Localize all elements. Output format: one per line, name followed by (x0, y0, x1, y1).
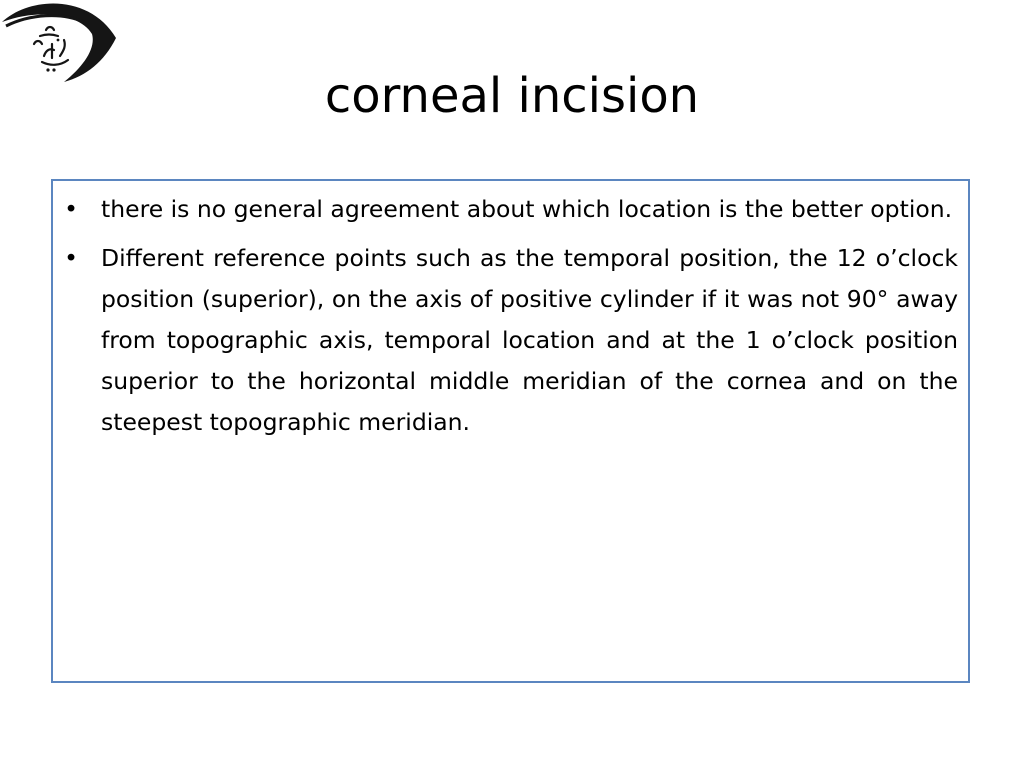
bullet-item (53, 189, 958, 230)
bullet-marker: • (64, 244, 78, 272)
bullet-marker: • (64, 195, 78, 223)
slide-title: corneal incision (324, 68, 700, 124)
bullet-list (53, 189, 958, 443)
bullet-item (53, 238, 958, 443)
bullet-text: there is no general agreement about which location is the better option. (101, 195, 953, 223)
content-box (51, 179, 970, 683)
bullet-text: Different reference points such as the temporal position, the 12 o’clock position (superior), on the axis of positive cylinder if it was not 90° away from topographic axis, temporal location and at the 1 o’clock position superior to the horizontal middle meridian of the cornea and on the steepest topographic meridian. (101, 244, 958, 436)
